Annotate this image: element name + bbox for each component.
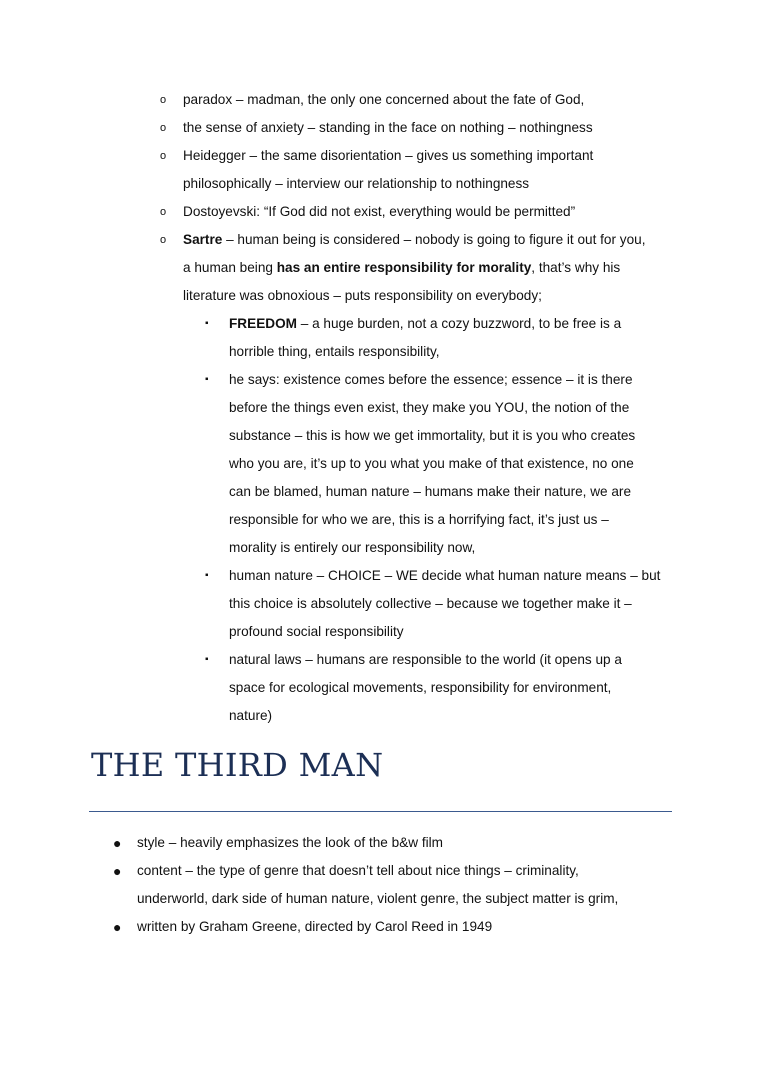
- list-item: ● style – heavily emphasizes the look of the b&w film: [0, 829, 760, 857]
- list-item-continuation: literature was obnoxious – puts responsibility on everybody;: [183, 288, 542, 303]
- circle-bullet-icon: o: [160, 94, 167, 106]
- sub-list-item-continuation: horrible thing, entails responsibility,: [229, 344, 440, 359]
- list-item-sartre: o Sartre – human being is considered – nobody is going to figure it out for you,: [0, 226, 760, 254]
- section-heading: THE THIRD MAN: [91, 746, 384, 784]
- list-item: o Heidegger – the same disorientation – gives us something important: [0, 142, 760, 170]
- sub-list-item: ▪ he says: existence comes before the essence; essence – it is there: [0, 366, 760, 394]
- circle-bullet-icon: o: [160, 150, 167, 162]
- sub-list-item-continuation: this choice is absolutely collective – because we together make it –: [229, 596, 632, 611]
- sub-list-item: ▪ natural laws – humans are responsible to the world (it opens up a: [0, 646, 760, 674]
- sub-list-item-continuation: who you are, it’s up to you what you make of that existence, no one: [229, 456, 634, 471]
- disc-bullet-icon: ●: [113, 835, 122, 851]
- sub-list-item: ▪ FREEDOM – a huge burden, not a cozy buzzword, to be free is a: [0, 310, 760, 338]
- disc-bullet-icon: ●: [113, 863, 122, 879]
- square-bullet-icon: ▪: [205, 318, 209, 329]
- square-bullet-icon: ▪: [205, 570, 209, 581]
- circle-bullet-icon: o: [160, 234, 167, 246]
- disc-bullet-icon: ●: [113, 919, 122, 935]
- emphasis-text: has an entire responsibility for morality: [276, 260, 532, 275]
- sub-list-item-continuation: space for ecological movements, responsibility for environment,: [229, 680, 612, 695]
- sub-list-item-continuation: can be blamed, human nature – humans make their nature, we are: [229, 484, 632, 499]
- square-bullet-icon: ▪: [205, 374, 209, 385]
- sub-list-item-continuation: before the things even exist, they make you YOU, the notion of the: [229, 400, 630, 415]
- sub-list-item-continuation: responsible for who we are, this is a horrifying fact, it’s just us –: [229, 512, 609, 527]
- sub-list-item-continuation: morality is entirely our responsibility now,: [229, 540, 476, 555]
- list-item-continuation: underworld, dark side of human nature, violent genre, the subject matter is grim,: [137, 891, 619, 906]
- sub-list-item-continuation: profound social responsibility: [229, 624, 404, 639]
- list-item-continuation: a human being has an entire responsibility for morality, that’s why his: [183, 260, 621, 275]
- sub-list-item-continuation: substance – this is how we get immortality, but it is you who creates: [229, 428, 636, 443]
- list-item: ● written by Graham Greene, directed by Carol Reed in 1949: [0, 913, 760, 941]
- list-item: ● content – the type of genre that doesn’t tell about nice things – criminality,: [0, 857, 760, 885]
- heading-underline-rule: [89, 811, 672, 812]
- list-item: o paradox – madman, the only one concerned about the fate of God,: [0, 86, 760, 114]
- circle-bullet-icon: o: [160, 206, 167, 218]
- freedom-term: FREEDOM: [229, 316, 297, 331]
- sub-list-item: ▪ human nature – CHOICE – WE decide what human nature means – but: [0, 562, 760, 590]
- circle-bullet-icon: o: [160, 122, 167, 134]
- sartre-name: Sartre: [183, 232, 223, 247]
- list-item: o Dostoyevski: “If God did not exist, everything would be permitted”: [0, 198, 760, 226]
- list-item-continuation: philosophically – interview our relationship to nothingness: [183, 176, 530, 191]
- square-bullet-icon: ▪: [205, 654, 209, 665]
- list-item: o the sense of anxiety – standing in the face on nothing – nothingness: [0, 114, 760, 142]
- sub-list-item-continuation: nature): [229, 708, 273, 723]
